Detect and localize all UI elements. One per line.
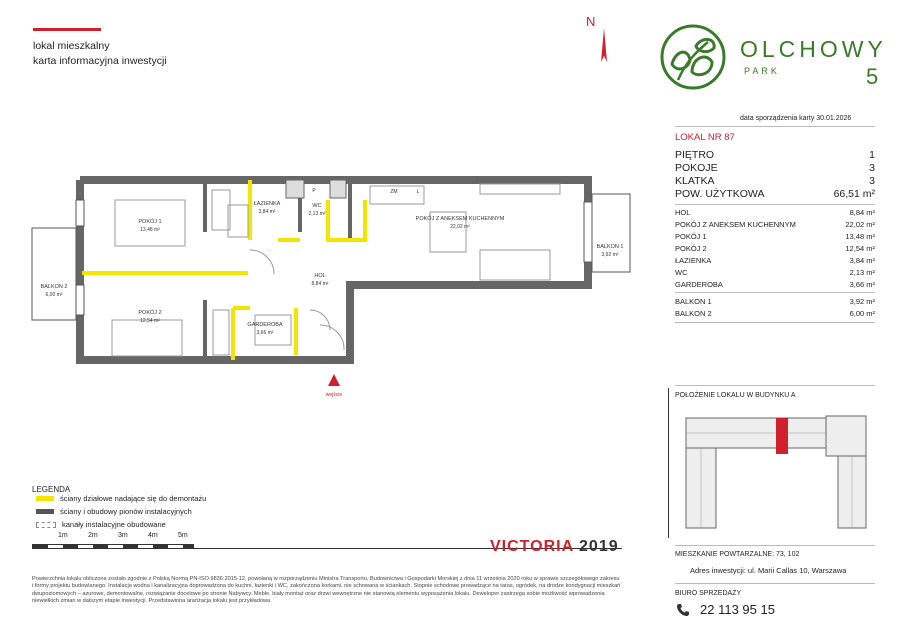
info-row-floor: PIĘTRO 1 <box>675 149 875 161</box>
info-row-area: POW. UŻYTKOWA 66,51 m² <box>675 188 875 200</box>
room-row: GARDEROBA 3,66 m² <box>675 280 875 289</box>
room-area-garderoba: 3,66 m² <box>256 330 274 336</box>
divider <box>675 385 875 386</box>
room-label-pokoj2: POKÓJ 2 <box>138 310 162 316</box>
room-area-balkon2: 6,00 m² <box>45 292 63 298</box>
mark-zm: ZM <box>390 189 398 195</box>
divider <box>675 126 875 127</box>
divider <box>675 292 875 293</box>
room-label-wc: WC <box>312 203 322 209</box>
balcony-row: BALKON 1 3,92 m² <box>675 297 875 306</box>
room-area-lazienka: 3,84 m² <box>258 209 276 215</box>
room-row: HOL 8,84 m² <box>675 208 875 217</box>
room-label-balkon2: BALKON 2 <box>40 284 68 290</box>
header-line1: lokal mieszkalny <box>33 40 110 52</box>
balkon-1-outline <box>592 194 630 272</box>
unit-location-marker <box>776 418 788 454</box>
disclaimer: Powierzchnia lokalu obliczona zostało zgodnie z Polską Normą PN-ISO 9836:2015-12, powołaną w rozporządzeniu Ministra Transportu, Budownictwa i Gospodarki Morskiej z dnia 11 września 2020 roku w sprawie szczegółowego zakresu i formy projektu budowlanego. Instalacja wodna i kanalizacyjna doprowadzona do kuchni, łazienki i WC, zakończona korkami, nie schowana w ściankach. Stopnie schodowe prowadzące na taras, ogródek, na drodze kondygnacji mieszkań dwupoziomowych – azurowe, demontowalne, rozwiązanie docelowe po stronie Nabywcy. Meble, biały montaż oraz drzwi wewnętrzne nie stanowią elementu wyposażenia lokalu. Deweloper zastrzega sobie możliwość wprowadzenia niewielkich zmian w dalszym etapie inwestycji. Przedstawiona aranżacja lokalu jest przykładowa <box>32 576 621 604</box>
building-map <box>678 408 888 538</box>
room-row: POKÓJ 2 12,54 m² <box>675 244 875 253</box>
room-label-salon: POKÓJ Z ANEKSEM KUCHENNYM <box>415 216 505 222</box>
room-row: ŁAZIENKA 3,84 m² <box>675 256 875 265</box>
legend-item-walls: ściany i obudowy pionów instalacyjnych <box>36 507 192 516</box>
floor-plan <box>20 160 645 400</box>
legend-item-demount: ściany działowe nadające się do demontażu <box>36 494 206 503</box>
room-area-salon: 22,02 m² <box>450 224 470 230</box>
legend-item-channels: kanały instalacyjne obudowane <box>36 520 166 529</box>
entrance-icon <box>328 374 340 386</box>
room-area-pokoj1: 13,48 m² <box>140 227 160 233</box>
room-label-lazienka: ŁAZIENKA <box>253 201 281 207</box>
legend-title: LEGENDA <box>32 485 71 494</box>
divider <box>675 583 875 584</box>
legend-swatch <box>36 509 54 514</box>
address: Adres inwestycji: ul. Marii Callas 10, Warszawa <box>690 566 847 575</box>
location-title: POŁOŻENIE LOKALU W BUDYNKU A <box>675 392 796 399</box>
header-line2: karta informacyjna inwestycji <box>33 55 167 67</box>
balkon-2-outline <box>32 228 76 320</box>
scale-bar: 1m 2m 3m 4m 5m <box>32 532 202 552</box>
room-area-pokoj2: 12,54 m² <box>140 318 160 324</box>
north-arrow-icon <box>594 26 614 64</box>
brand-number: 5 <box>866 64 879 89</box>
card-date: data sporządzenia karty 30.01.2026 <box>740 115 852 122</box>
room-label-hol: HOL <box>314 273 326 279</box>
room-area-hol: 8,84 m² <box>311 281 329 287</box>
mark-l: L <box>416 189 420 195</box>
brand-name: OLCHOWY <box>740 36 887 62</box>
outer-wall <box>80 180 588 360</box>
room-area-balkon1: 3,92 m² <box>601 252 619 258</box>
victoria-award: VICTORIA 2019 <box>490 538 619 555</box>
mark-p: P <box>312 188 316 194</box>
room-row: WC 2,13 m² <box>675 268 875 277</box>
sales-phone[interactable]: 22 113 95 15 <box>700 602 775 617</box>
room-row: POKÓJ 1 13,48 m² <box>675 232 875 241</box>
divider <box>675 322 875 323</box>
map-left-rule <box>668 388 669 538</box>
brand-logo <box>658 22 898 92</box>
phone-icon <box>676 603 690 622</box>
legend-swatch <box>36 496 54 501</box>
similar-units: MIESZKANIE POWTARZALNE: 73, 102 <box>675 551 800 558</box>
balcony-row: BALKON 2 6,00 m² <box>675 309 875 318</box>
header-accent-line <box>33 28 101 31</box>
leaf-logo-icon <box>658 22 728 92</box>
entrance-label: wejście <box>325 392 343 398</box>
room-area-wc: 2,13 m² <box>308 211 326 217</box>
sales-title: BIURO SPRZEDAŻY <box>675 590 742 597</box>
legend-swatch <box>36 522 56 528</box>
divider <box>675 545 875 546</box>
room-row: POKÓJ Z ANEKSEM KUCHENNYM 22,02 m² <box>675 220 875 229</box>
brand-sub: PARK <box>744 66 780 76</box>
unit-title: LOKAL NR 87 <box>675 132 735 143</box>
room-label-garderoba: GARDEROBA <box>247 322 283 328</box>
room-label-pokoj1: POKÓJ 1 <box>138 219 162 225</box>
info-row-rooms: POKOJE 3 <box>675 162 875 174</box>
room-label-balkon1: BALKON 1 <box>596 244 624 250</box>
divider <box>675 204 875 205</box>
north-label: N <box>586 14 596 29</box>
info-row-staircase: KLATKA 3 <box>675 175 875 187</box>
